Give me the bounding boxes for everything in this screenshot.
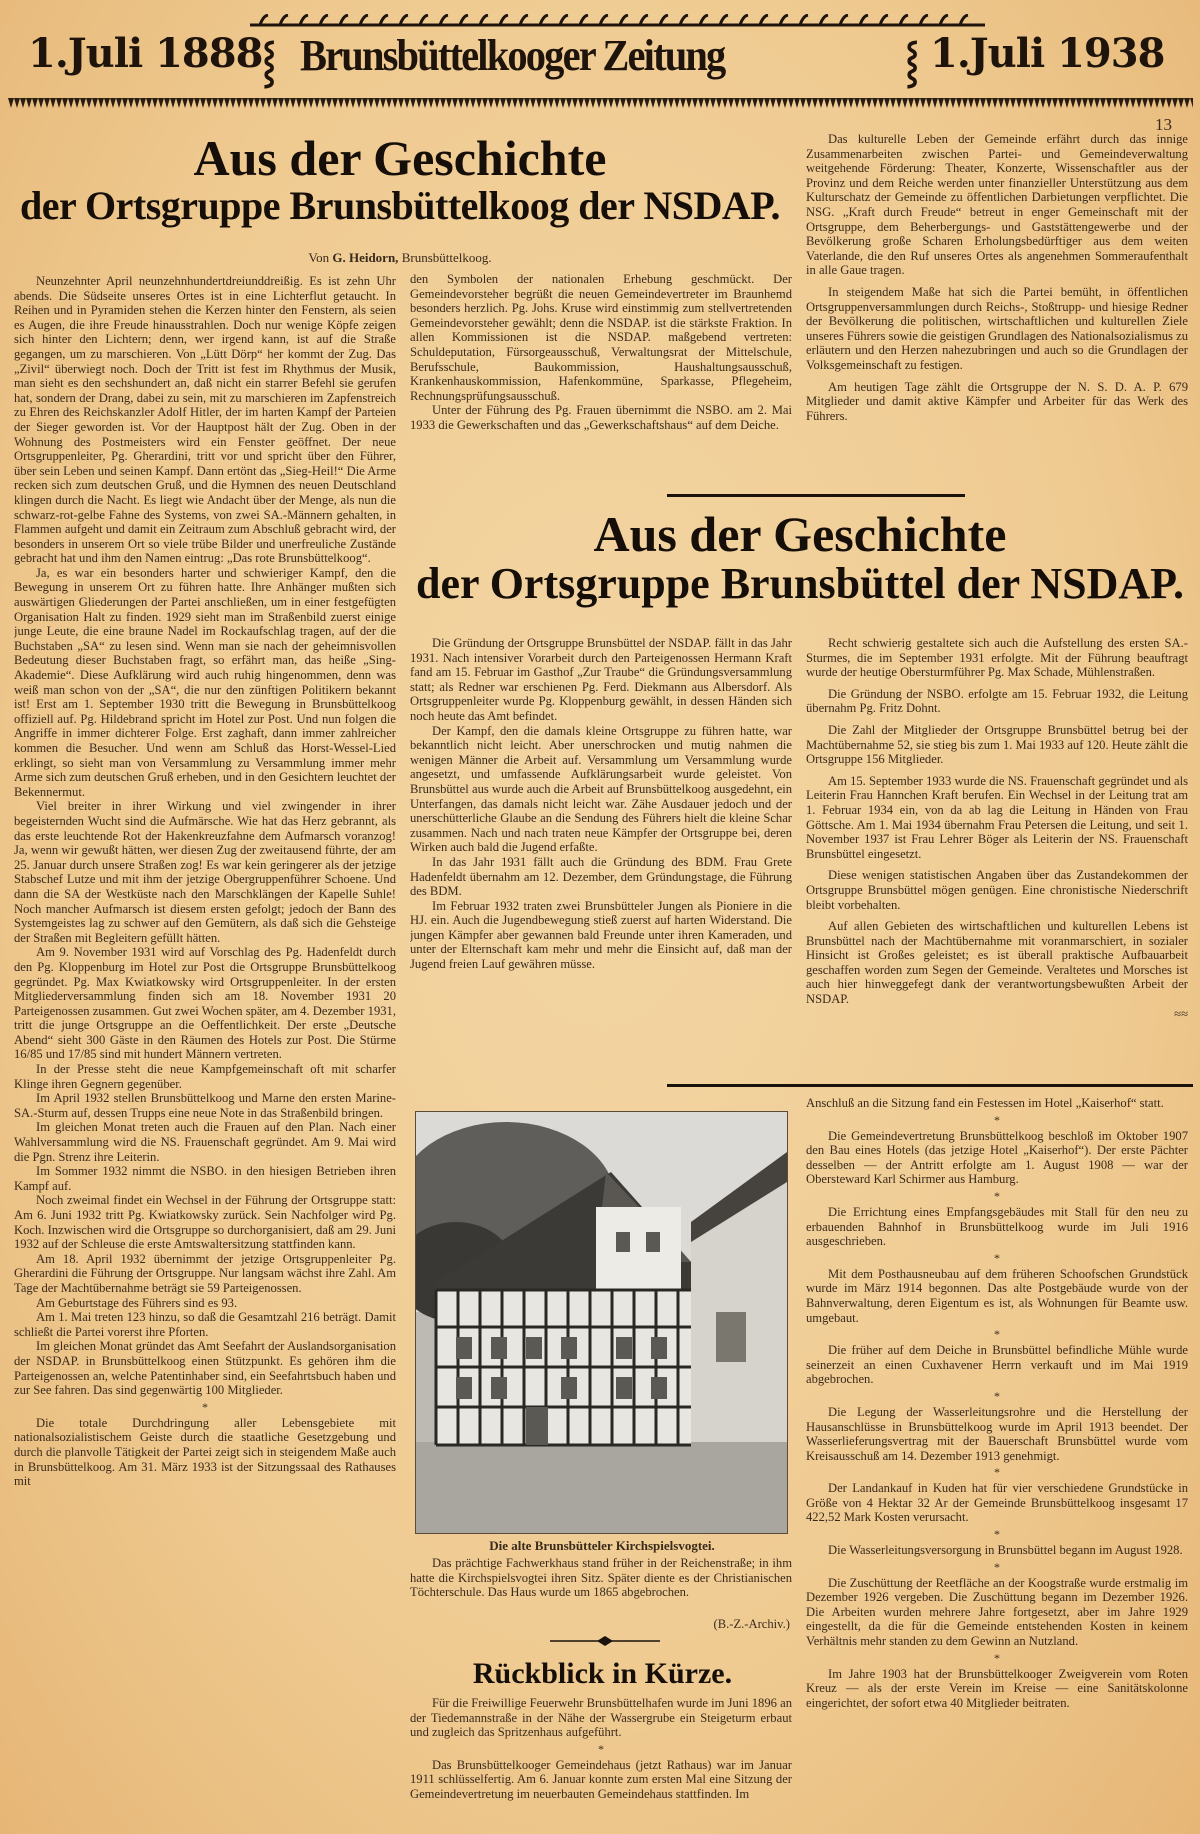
paragraph: Im Jahre 1903 hat der Brunsbüttelkooger Zweigverein vom Roten Kreuz — als der erste Verein im Kreise — eine Sanitätskolonne eingerichtet, der sofort etwa 40 Mitglieder beitraten.	[806, 1666, 1188, 1710]
photo-caption-title: Die alte Brunsbütteler Kirchspielsvogtei.	[489, 1538, 715, 1553]
section-separator: *	[994, 1112, 1000, 1127]
paragraph: Am 1. Mai treten 123 hinzu, so daß die Gesamtzahl 216 beträgt. Damit schließt die Partei vorerst ihre Pforten.	[14, 1310, 396, 1339]
paragraph: Die Gemeindevertretung Brunsbüttelkoog beschloß im Oktober 1907 den Bau eines Hotels (das jetzige Hotel „Kaiserhof“). Der erste Pächter desselben — der Antritt erfolgte am 1. August 1908 — war der Obersteward Karl Schirmer aus Hamburg.	[806, 1128, 1188, 1187]
paragraph: Am 18. April 1932 übernimmt der jetzige Ortsgruppenleiter Pg. Gherardini die Führung der Ortsgruppe. Nur langsam wächst ihre Zahl. Am Tage der Machtübernahme beträgt sie 59 Parteigenossen.	[14, 1251, 396, 1295]
paragraph: Diese wenigen statistischen Angaben über das Zustandekommen der Ortsgruppe Brunsbüttel mögen genügen. Eine chronistische Niederschrift bleibt vorbehalten.	[806, 868, 1188, 912]
byline-place: Brunsbüttelkoog.	[401, 250, 492, 265]
paragraph: Die totale Durchdringung aller Lebensgebiete mit nationalsozialistischem Geiste durch die staatliche Gesetzgebung und durch die planvolle Tätigkeit der Partei zeigt sich in steigendem Maße auch in Brunsbüttelkoog. Am 31. März 1933 ist der Sitzungssaal des Rathauses mit	[14, 1415, 396, 1489]
end-mark: ≈≈	[1174, 1006, 1188, 1021]
paragraph: Die Gründung der NSBO. erfolgte am 15. Februar 1932, die Leitung übernahm Pg. Fritz Dohnt.	[806, 686, 1188, 716]
paragraph: Noch zweimal findet ein Wechsel in der Führung der Ortsgruppe statt: Am 6. Juni 1932 tritt Pg. Kwiatkowsky zurück. Sein Nachfolger wird Pg. Koch. Inzwischen wird die Ortsgruppe so durchorganisiert, daß am 29. Juni 1932 auf der Schleuse die erste Amtswaltersitzung stattfinden kann.	[14, 1193, 396, 1252]
page-number: 13	[1155, 115, 1172, 134]
paragraph: den Symbolen der nationalen Erhebung geschmückt. Der Gemeindevorsteher begrüßt die neuen Gemeindevertreter im Braunhemd besonders herzlich. Pg. Johs. Kruse wird einstimmig zum stellvertretenden Gemeindevorsteher gewählt; denn die NSDAP. ist die stärkste Fraktion. In allen Kommissionen ist die NSDAP. maßgebend vertreten: Schuldeputation, Fürsorgeausschuß, Verwaltungsrat der Mittelschule, Berufsschule, Baukommission, Haushaltungsausschuß, Krankenhauskommission, Hafenkommüne, Sparkasse, Pflegeheim, Rechnungsprüfungsausschuß.	[410, 272, 792, 403]
article2-headline	[410, 508, 1190, 607]
paragraph: Am 9. November 1931 wird auf Vorschlag des Pg. Hadenfeldt durch den Pg. Kloppenburg im Hotel zur Post die Ortsgruppe Brunsbüttelkoog gegründet. Pg. Max Kwiatkowsky wird Ortsgruppenleiter. In der ersten Mitgliederversammlung finden sich am 18. November 1931 20 Parteigenossen zusammen. Gut zwei Wochen später, am 4. Dezember 1931, tritt die junge Ortsgruppe an die Oeffentlichkeit. Der erste „Deutsche Abend“ sieht 300 Gäste in den Räumen des Hotels zur Post. Die Stürme 16/85 und 17/85 sind mit hundert Männern vertreten.	[14, 945, 396, 1062]
section-separator: *	[598, 1741, 604, 1756]
section-rule	[667, 1084, 1193, 1087]
paragraph: Im Sommer 1932 nimmt die NSBO. in den hiesigen Betrieben ihren Kampf auf.	[14, 1164, 396, 1193]
paragraph: Das kulturelle Leben der Gemeinde erfährt durch das innige Zusammenarbeiten zwischen Partei- und Gemeindeverwaltung weitgehende Förderung: Theater, Konzerte, Wissenschaftler aus der Provinz und dem Reiche werden unter finanzieller Unterstützung aus dem Kulturschatz der Gemeinde zu öffentlichen Darbietungen verpflichtet. Die NSG. „Kraft durch Freude“ betreut in enger Gemeinschaft mit der Ortsgruppe, dem Beherbergungs- und Gaststättengewerbe und der Bevölkerung große Scharen Erholungsbedürftiger aus dem weiten Vaterlande, die den Ruf unseres Ortes als angenehmen Sommeraufenthalt in alle Gaue tragen.	[806, 132, 1188, 278]
paragraph: Viel breiter in ihrer Wirkung und viel zwingender in ihrer begeisternden Wucht sind die Aufmärsche. Wie hat das Herz gebrannt, als das erste leuchtende Rot der Hakenkreuzfahne dem Aufmarsch voranzog! Ja, wenn wir gewußt hätten, wer diesen Zug der zweitausend führte, der am 25. Januar durch unsere Straßen zog! Es war kein geringerer als der jetzige Stabschef Lutze und mit ihm der jetzige Obergruppenführer Schoene. Und dann die SA der Westküste nach den Marschklängen der Kapelle Suhle! Noch mancher Aufmarsch ist diesem ersten gefolgt; jedoch der Bann des Systemgeistes lag zu schwer auf den Gemütern, als daß sich die Gehsteige der Straßen mit Begleitern gefüllt hätten.	[14, 799, 396, 945]
section-separator: *	[994, 1465, 1000, 1480]
section-separator: *	[994, 1188, 1000, 1203]
paragraph: In steigendem Maße hat sich die Partei bemüht, in öffentlichen Ortsgruppenversammlungen durch Reichs-, Stoßtrupp- und hiesige Redner der Bevölkerung die politischen, wirtschaftlichen und kulturellen Ziele unseres Führers sowie die geistigen Grundlagen des Nationalsozialismus zu erläutern und den Herzen nahezubringen und auch so die Grundlagen der Volksgemeinschaft zu festigen.	[806, 284, 1188, 372]
paragraph: Die Wasserleitungsversorgung in Brunsbüttel begann im August 1928.	[828, 1543, 1183, 1558]
section-separator: *	[994, 1527, 1000, 1542]
masthead-separator: ⸾	[262, 38, 277, 85]
article1-column-3	[806, 132, 1188, 477]
section-separator: *	[994, 1559, 1000, 1574]
section-separator: *	[994, 1388, 1000, 1403]
headline-line: der Ortsgruppe Brunsbüttelkoog der NSDAP.	[20, 182, 780, 228]
paragraph: Die Zuschüttung der Reetfläche an der Koogstraße wurde erstmalig im Dezember 1926 vergeben. Die Zuschüttung begann im Dezember 1926. Die Arbeiten wurden mehrere Jahre fortgesetzt, aber im Jahre 1929 eingestellt, da die für die Gemeinde entstehenden Kosten in keinem Verhältnis mehr standen zu dem Gewinn an Nutzland.	[806, 1575, 1188, 1649]
article1-column-1	[14, 274, 396, 1830]
masthead-separator: ⸾	[905, 38, 920, 85]
paragraph: Im April 1932 stellen Brunsbüttelkoog und Marne den ersten Marine-SA.-Sturm auf, dessen Trupps eine neue Note in das Straßenbild bringen.	[14, 1091, 396, 1120]
photo-caption	[410, 1556, 792, 1618]
article1-column-2	[410, 272, 792, 477]
paragraph: Die Zahl der Mitglieder der Ortsgruppe Brunsbüttel betrug bei der Machtübernahme 52, sie stieg bis zum 1. Mai 1933 auf 120. Heute zählt die Ortsgruppe 156 Mitglieder.	[806, 722, 1188, 767]
paragraph: Der Kampf, den die damals kleine Ortsgruppe zu führen hatte, war bekanntlich nicht leicht. Aber unerschrocken und mutig nahmen die wenigen Männer die Arbeit auf. Versammlung um Versammlung wurde angesetzt, und umfassende Aufklärungsarbeit wurde geleistet. Von Brunsbüttel aus wurde auch die Arbeit auf Brunsbüttelkoog ausgedehnt, ein Unterfangen, das damals nicht leicht war. Zähe Ausdauer jedoch und der unerschütterliche Glaube an die Sendung des Führers hielt die kleine Schar zusammen. Nach und nach traten neue Kämpfer der Ortsgruppe bei, deren Wirken auch bald die Jugend erfaßte.	[410, 723, 792, 855]
masthead-title: Brunsbüttelkooger Zeitung	[300, 31, 725, 80]
paragraph: Die Legung der Wasserleitungsrohre und die Herstellung der Hausanschlüsse in Brunsbüttelkoog wurde im April 1913 beendet. Der Wasserlieferungsvertrag mit der Bauerschaft Brunsbüttel wurde vom Kreisausschuß am 14. Dezember 1913 genehmigt.	[806, 1404, 1188, 1463]
byline-author: G. Heidorn,	[332, 250, 399, 265]
masthead-date-right: 1.Juli 1938	[930, 30, 1165, 77]
rueckblick-column-3	[806, 1096, 1188, 1834]
paragraph: Im gleichen Monat gründet das Amt Seefahrt der Auslandsorganisation der NSDAP. in Brunsbüttelkoog einen Stützpunkt. Es gehören ihm die Parteigenossen an, welche Patentinhaber sind, ein Seefahrtsbuch haben und zur See fahren. Das sind gegenwärtig 100 Mitglieder.	[14, 1339, 396, 1398]
paragraph: Für die Freiwillige Feuerwehr Brunsbüttelhafen wurde im Juni 1896 an der Tiedemannstraße in der Nähe der Wassergrube ein Steigeturm erbaut und zugleich das Spritzenhaus aufgeführt.	[410, 1696, 792, 1740]
paragraph: Die früher auf dem Deiche in Brunsbüttel befindliche Mühle wurde seinerzeit an einen Cuxhavener Herrn verkauft und im Mai 1919 abgebrochen.	[806, 1343, 1188, 1387]
rueckblick-column-2	[410, 1696, 792, 1834]
section-separator: *	[994, 1250, 1000, 1265]
paragraph: Auf allen Gebieten des wirtschaftlichen und kulturellen Lebens ist Brunsbüttel nach der Machtübernahme mit voranmarschiert, in sozialer Hinsicht ist Großes geleistet; es ist überall praktische Aufbauarbeit geschaffen worden zum Segen der Gemeinde. Veraltetes und Morsches ist auch hier hinweggefegt dank der verantwortungsbewußten Arbeit der NSDAP.	[806, 919, 1188, 1007]
paragraph: Anschluß an die Sitzung fand ein Festessen im Hotel „Kaiserhof“ statt.	[806, 1096, 1164, 1110]
paragraph: Am Geburtstage des Führers sind es 93.	[36, 1295, 238, 1310]
headline-line: Aus der Geschichte	[593, 506, 1007, 562]
divider-ornament	[550, 1636, 660, 1646]
section-separator: *	[202, 1399, 208, 1414]
article2-column-2	[410, 636, 792, 1066]
headline-line: Aus der Geschichte	[193, 130, 607, 186]
section-separator: *	[994, 1327, 1000, 1342]
headline-line: der Ortsgruppe Brunsbüttel der NSDAP.	[415, 558, 1185, 608]
paragraph: Im Februar 1932 traten zwei Brunsbütteler Jungen als Pioniere in die HJ. ein. Auch die Jugendbewegung stieß zuerst auf harten Widerstand. Die jungen Kämpfer aber gewannen bald Freunde unter ihren Kameraden, und unter der Elternschaft kam mehr und mehr die Einsicht auf, daß man der Jugend freien Lauf gewähren müsse.	[410, 898, 792, 972]
rueckblick-headline: Rückblick in Kürze.	[472, 1657, 733, 1690]
article2-column-3	[806, 636, 1188, 1071]
masthead-rule	[8, 98, 1193, 108]
paragraph: Recht schwierig gestaltete sich auch die Aufstellung des ersten SA.-Sturmes, die im September 1931 erfolgte. Mit der Führung beauftragt wurde der heutige Obersturmführer Pg. Max Schade, Mühlenstraßen.	[806, 636, 1188, 680]
paragraph: Mit dem Posthausneubau auf dem früheren Schoofschen Grundstück wurde im März 1914 begonnen. Das alte Postgebäude wurde von der Bahnverwaltung, deren Eigentum es ist, als Wohnungen für Beamte usw. umgebaut.	[806, 1266, 1188, 1325]
paragraph: Der Landankauf in Kuden hat für vier verschiedene Grundstücke in Größe von 4 Hektar 32 Ar der Gemeinde Brunsbüttelkoog insgesamt 17 422,52 Mark Kosten verursacht.	[806, 1481, 1188, 1525]
article1-byline	[0, 250, 800, 266]
photo-kirchspielsvogtei	[415, 1111, 788, 1534]
paragraph: In das Jahr 1931 fällt auch die Gründung des BDM. Frau Grete Hadenfeldt übernahm am 12. Dezember, dem Gründungstage, die Führung des BDM.	[410, 854, 792, 899]
paragraph: Unter der Führung des Pg. Frauen übernimmt die NSBO. am 2. Mai 1933 die Gewerkschaften und das „Gewerkschaftshaus“ auf dem Deiche.	[410, 403, 792, 432]
byline-prefix: Von	[308, 250, 330, 265]
section-separator: *	[994, 1650, 1000, 1665]
photo-credit: (B.-Z.-Archiv.)	[713, 1617, 790, 1631]
masthead-date-left: 1.Juli 1888	[28, 30, 263, 77]
paragraph: Das Brunsbüttelkooger Gemeindehaus (jetzt Rathaus) war im Januar 1911 schlüsselfertig. Am 6. Januar konnte zum ersten Mal eine Sitzung der Gemeindevertretung im neuerbauten Gemeindehaus stattfinden. Im	[410, 1757, 792, 1801]
paragraph: Die Gründung der Ortsgruppe Brunsbüttel der NSDAP. fällt in das Jahr 1931. Nach intensiver Vorarbeit durch den Parteigenossen Hermann Kraft fand am 15. Februar im Gasthof „Zur Traube“ die Gründungsversammlung statt; als Redner war erschienen Pg. Ferd. Diekmann aus Albersdorf. Als Ortsgruppenleiter wurde Pg. Kloppenburg gewählt, in dessen Händen sich noch heute das Amt befindet.	[410, 636, 792, 723]
paragraph: Die Errichtung eines Empfangsgebäudes mit Stall für den neu zu erbauenden Bahnhof in Brunsbüttelkoog wurde im Juli 1916 ausgeschrieben.	[806, 1204, 1188, 1249]
section-rule	[667, 494, 965, 497]
caption-text: Das prächtige Fachwerkhaus stand früher in der Reichenstraße; in ihm hatte die Kirchspielsvogtei ihren Sitz. Später diente es der Christianischen Töchterschule. Das Haus wurde um 1865 abgebrochen.	[410, 1556, 792, 1600]
paragraph: Ja, es war ein besonders harter und schwieriger Kampf, den die Bewegung in unserem Ort zu führen hatte. Ihre Anhänger mußten sich auswärtigen Gliederungen der Partei anschließen, um in einer festgefügten Organisation Halt zu finden. 1929 sieht man im Straßenbild zuerst einige junge Leute, die eine braune Nadel im Rockaufschlag tragen, auf der die Buchstaben „SA“ zu lesen sind. Wenn man sie nach der geheimnisvollen Bedeutung dieser Buchstaben fragt, so erfährt man, das heiße „Sing-Akademie“. Diese Aufklärung wird auch ruhig hingenommen, denn was weiß man schon von der „SA“, die nur den zünftigen Politikern bekannt ist! Erst am 1. September 1930 tritt die Bewegung in Brunsbüttelkoog offiziell auf. Pg. Hildebrand spricht im Hotel zur Post. Und nun folgen die Angriffe in immer dichterer Folge. Erst zaghaft, dann immer zahlreicher kommen die Besucher. Und wenn am Schluß das Horst-Wessel-Lied erklingt, so sieht man von Versammlung zu Versammlung immer mehr Arme sich zum deutschen Gruß erheben, und in den Gesichtern leuchtet der Bekennermut.	[14, 565, 396, 799]
article1-headline	[0, 132, 800, 227]
paragraph: Im gleichen Monat treten auch die Frauen auf den Plan. Nach einer Wahlversammlung wird die NS. Frauenschaft gegründet. Am 9. Mai wird die Pgn. Strenz ihre Leiterin.	[14, 1120, 396, 1164]
paragraph: Am 15. September 1933 wurde die NS. Frauenschaft gegründet und als Leiterin Frau Hannchen Kraft berufen. Ein Wechsel in der Leitung trat am 1. Februar 1934 ein, von da ab lag die Leitung in Händen von Frau Göttsche. Am 1. Mai 1934 übernahm Frau Petersen die Leitung, und seit 1. November 1937 ist Frau Lehrer Böger als Leiterin der NS. Frauenschaft Brunsbüttel eingesetzt.	[806, 773, 1188, 861]
paragraph: Am heutigen Tage zählt die Ortsgruppe der N. S. D. A. P. 679 Mitglieder und damit aktive Kämpfer und Arbeiter für das Werk des Führers.	[806, 379, 1188, 423]
paragraph: Neunzehnter April neunzehnhundertdreiunddreißig. Es ist zehn Uhr abends. Die Südseite unseres Ortes ist in eine Lichterflut getaucht. In Reihen und in Pyramiden stehen die Kerzen hinter den Fenstern, als seien es Augen, die ihre Freude hinausstrahlen. Doch nur wenige Köpfe zeigen sich hinter den Lichtern; denn, wer irgend kann, ist auf die Straße gegangen, um zu marschieren. Von „Lütt Dörp“ her kommt der Zug. Das „Zivil“ überwiegt noch. Doch der Tritt ist fest im Rhythmus der Musik, man sieht es den sechshundert an, daß nicht ein starrer Befehl sie gerufen hat, sondern der Drang, dabei zu sein, mit zu marschieren im Zapfenstreich zu Ehren des Reichskanzler Adolf Hitler, der im harten Kampf der Parteien der Sieger geworden ist. Vor der Hauptpost hält der Zug. Oben in der Wohnung des Postmeisters wird ein Fenster geöffnet. Der neue Ortsgruppenleiter, Pg. Gherardini, tritt vor und spricht über den Führer, über sein Leben und seinen Kampf. Dann ertönt das „Sieg-Heil!“ Die Arme recken sich zum deutschen Gruß, und die Hymnen des neuen Deutschland klingen durch die Nacht. Es liegt wie Andacht über der Menge, als nun die schwarz-rot-gelbe Fahne des Systems, von zwei SA.-Männern gehalten, in Flammen aufgeht und damit ein Zeitraum zum Abschluß gebracht wird, der besonders in unserem Ort so viele trübe Bilder und unerfreuliche Zustände gebracht hat und ihm den Namen eintrug: „Das rote Brunsbüttelkoog“.	[14, 274, 396, 566]
paragraph: In der Presse steht die neue Kampfgemeinschaft oft mit scharfer Klinge ihren Gegnern gegenüber.	[14, 1062, 396, 1091]
